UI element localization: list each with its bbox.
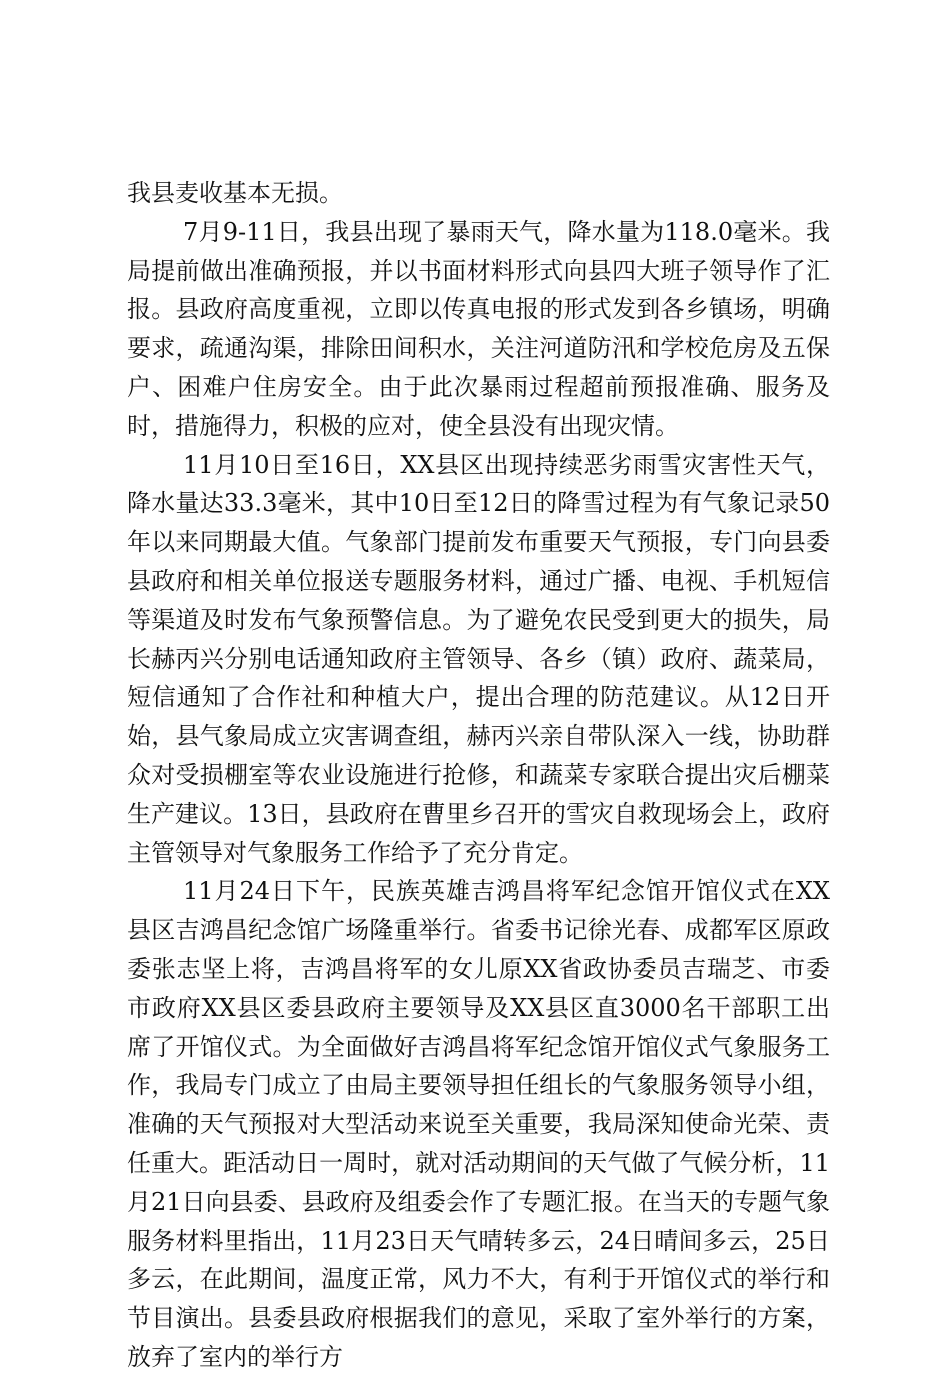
paragraph-2: 7月9-11日，我县出现了暴雨天气，降水量为118.0毫米。我局提前做出准确预报，并以书面材料形式向县四大班子领导作了汇报。县政府高度重视，立即以传真电报的形式发到各乡镇场，明确要求，疏通沟渠，排除田间积水，关注河道防汛和学校危房及五保户、困难户住房安全。由于此次暴雨过程超前预报准确、服务及时，措施得力，积极的应对，使全县没有出现灾情。 <box>127 217 830 440</box>
paragraph-4: 11月24日下午，民族英雄吉鸿昌将军纪念馆开馆仪式在XX县区吉鸿昌纪念馆广场隆重举行。省委书记徐光春、成都军区原政委张志坚上将，吉鸿昌将军的女儿原XX省政协委员吉瑞芝、市委市政府XX县区委县政府主要领导及XX县区直3000名干部职工出席了开馆仪式。为全面做好吉鸿昌将军纪念馆开馆仪式气象服务工作，我局专门成立了由局主要领导担任组长的气象服务领导小组，准确的天气预报对大型活动来说至关重要，我局深知使命光荣、责任重大。距活动日一周时，就对活动期间的天气做了气候分析，11月21日向县委、县政府及组委会作了专题汇报。在当天的专题气象服务材料里指出，11月23日天气晴转多云，24日晴间多云，25日多云，在此期间，温度正常，风力不大，有利于开馆仪式的举行和节目演出。县委县政府根据我们的意见，采取了室外举行的方案，放弃了室内的举行方 <box>127 877 830 1371</box>
document-body <box>127 174 830 1377</box>
paragraph-1: 我县麦收基本无损。 <box>127 179 343 207</box>
paragraph-3: 11月10日至16日，XX县区出现持续恶劣雨雪灾害性天气，降水量达33.3毫米，其中10日至12日的降雪过程为有气象记录50年以来同期最大值。气象部门提前发布重要天气预报，专门向县委县政府和相关单位报送专题服务材料，通过广播、电视、手机短信等渠道及时发布气象预警信息。为了避免农民受到更大的损失，局长赫丙兴分别电话通知政府主管领导、各乡（镇）政府、蔬菜局，短信通知了合作社和种植大户，提出合理的防范建议。从12日开始，县气象局成立灾害调查组，赫丙兴亲自带队深入一线，协助群众对受损棚室等农业设施进行抢修，和蔬菜专家联合提出灾后棚菜生产建议。13日，县政府在曹里乡召开的雪灾自救现场会上，政府主管领导对气象服务工作给予了充分肯定。 <box>127 450 830 867</box>
